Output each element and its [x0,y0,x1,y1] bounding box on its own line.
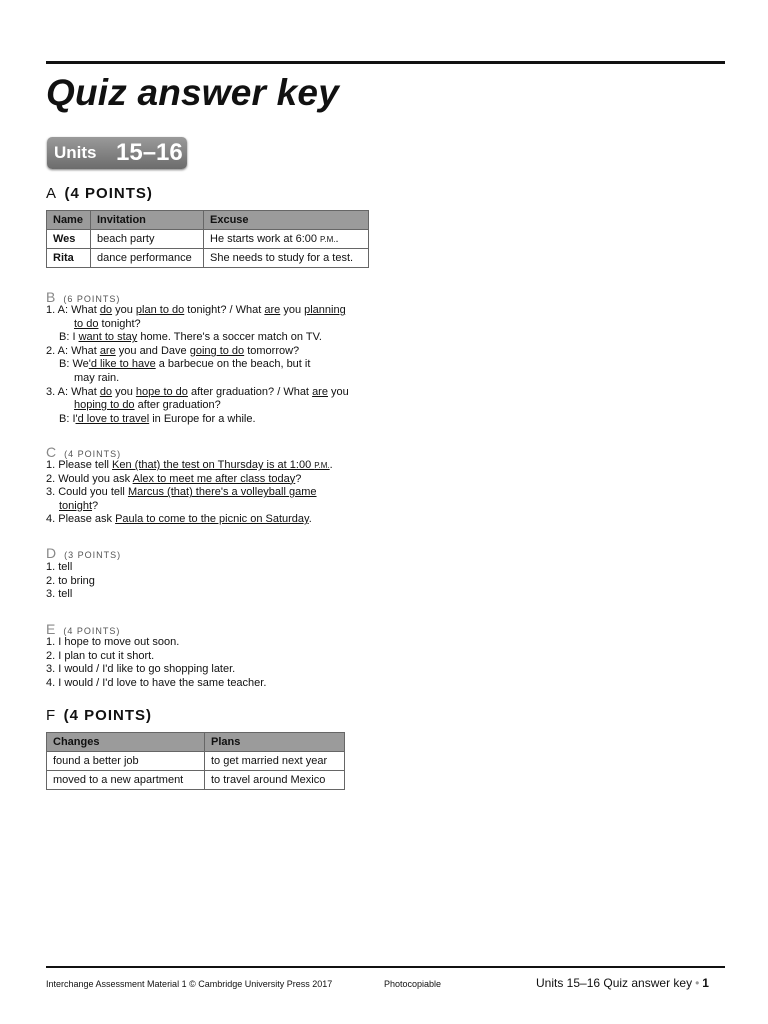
list-item: 3. Could you tell Marcus (that) there's a volleyball game [46,486,317,499]
badge-units-label: Units [54,143,97,162]
bottom-rule [46,966,725,968]
section-a-heading: A (4 POINTS) [46,185,153,202]
table-row: Rita dance performance She needs to study for a test. [47,249,369,268]
list-item: 3. I would / I'd like to go shopping later. [46,663,236,676]
table-header-row: Changes Plans [47,733,345,752]
list-item: hoping to do after graduation? [74,399,221,412]
list-item: 1. tell [46,561,73,573]
table-row: found a better job to get married next year [47,752,345,771]
section-e-answers [46,636,266,690]
page-title: Quiz answer key [46,72,339,113]
list-item: 2. A: What are you and Dave going to do tomorrow? [46,344,300,357]
list-item: 3. tell [46,588,73,601]
page-number: 1 [702,976,709,990]
table-row: moved to a new apartment to travel around Mexico [47,771,345,790]
list-item: to do tonight? [74,317,141,330]
list-item: B: We'd like to have a barbecue on the beach, but it [59,358,311,371]
table-row: Wes beach party He starts work at 6:00 P.M.. [47,230,369,249]
list-item: 2. I plan to cut it short. [46,649,155,662]
section-c-heading: C (4 POINTS) [46,444,122,460]
footer-copyright: Interchange Assessment Material 1 © Cambridge University Press 2017 [46,979,333,989]
list-item: 4. Please ask Paula to come to the picnic on Saturday. [46,513,312,526]
footer-photocopiable: Photocopiable [384,979,442,989]
section-d-answers [46,561,95,602]
list-item: B: I want to stay home. There's a soccer match on TV. [59,331,322,344]
list-item: 2. Would you ask Alex to meet me after class today? [46,472,302,485]
list-item: 2. to bring [46,574,95,587]
list-item: 1. I hope to move out soon. [46,636,180,648]
section-f-table [46,732,345,790]
section-a-table [46,210,369,268]
section-d-heading: D (3 POINTS) [46,545,122,561]
top-rule [46,61,725,64]
list-item: tonight? [59,499,99,512]
table-header-row: Name Invitation Excuse [47,211,369,230]
list-item: 4. I would / I'd love to have the same teacher. [46,676,267,689]
list-item: 1. Please tell Ken (that) the test on Thursday is at 1:00 P.M.. [46,459,333,471]
list-item: 1. A: What do you plan to do tonight? / What are you planning [46,304,346,316]
units-badge [47,137,187,169]
list-item: may rain. [74,371,120,384]
section-f-heading: F (4 POINTS) [46,707,153,724]
list-item: B: I'd love to travel in Europe for a while. [59,412,256,425]
section-b-answers [46,304,349,426]
section-b-heading: B (6 POINTS) [46,289,121,305]
list-item: 3. A: What do you hope to do after graduation? / What are you [46,385,349,398]
section-c-answers [46,459,333,527]
badge-units-range: 15–16 [116,139,183,166]
footer-page-label: Units 15–16 Quiz answer key • 1 [536,976,709,990]
section-e-heading: E (4 POINTS) [46,621,121,637]
